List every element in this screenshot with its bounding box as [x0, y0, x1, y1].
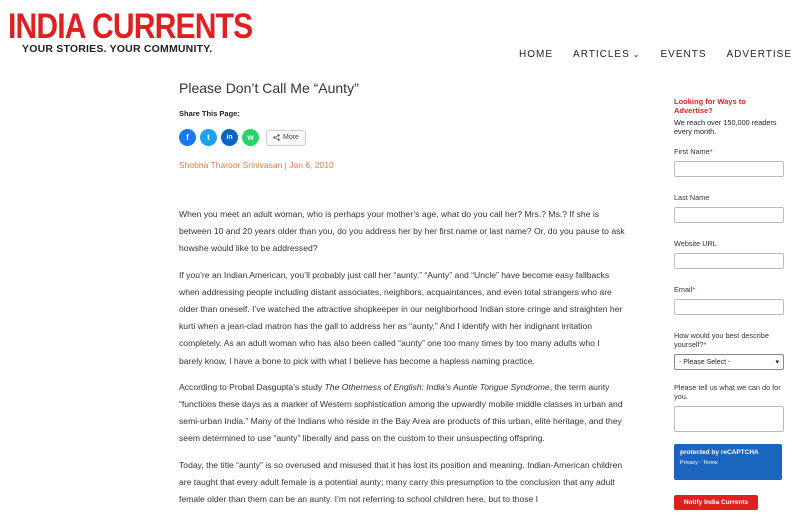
select-value: - Please Select -: [679, 358, 731, 366]
whatsapp-icon: w: [247, 133, 254, 142]
nav-articles-label: ARTICLES: [573, 49, 630, 60]
more-label: More: [283, 134, 299, 141]
linkedin-share-button[interactable]: [221, 129, 238, 146]
paragraph: [179, 379, 625, 448]
email-label: [674, 285, 786, 294]
site-logo[interactable]: [8, 7, 292, 55]
email-label-text: Email: [674, 285, 693, 294]
book-title: The Otherness of English: India’s Auntie Tongue Syndrome: [324, 381, 550, 392]
article-body: [179, 206, 625, 508]
more-share-button[interactable]: [266, 130, 306, 146]
article-title: Please Don’t Call Me “Aunty”: [179, 80, 359, 96]
facebook-share-button[interactable]: [179, 129, 196, 146]
message-textarea[interactable]: [674, 406, 784, 432]
tell-us-label: Please tell us what we can do for you.: [674, 383, 781, 401]
paragraph-text: , the term aunty “functions these days as a marker of Western sophistication among the upwardly mobile middle classes in urban and semi-urban India.” Many of the Indians who reside in the Bay Area are products of this urban, elite heritage, and they seem determined to use “aunty” liberally and pass on the custom to their unsuspecting offspring.: [179, 381, 623, 444]
share-icon: [273, 134, 280, 141]
recaptcha-links[interactable]: Privacy - Terms: [680, 460, 718, 466]
website-field[interactable]: [674, 253, 784, 269]
main-nav: [519, 49, 792, 60]
paragraph: Today, the title “aunty” is so overused and misused that it has lost its position and meaning. Indian-American children are taught that every adult female is a potential aunty; many carry this presumption to the conclusion that any adult female older than them can be an aunty. I’m not referring to school children here, but to those I: [179, 459, 623, 505]
describe-select[interactable]: [674, 354, 784, 370]
nav-articles[interactable]: [573, 49, 640, 60]
facebook-icon: f: [186, 133, 189, 142]
email-field[interactable]: [674, 299, 784, 315]
logo-wordmark: INDIA CURRENTS: [8, 7, 253, 46]
twitter-share-button[interactable]: [200, 129, 217, 146]
recaptcha-badge[interactable]: [674, 444, 782, 480]
nav-events[interactable]: EVENTS: [660, 49, 707, 60]
required-marker: *: [709, 147, 713, 156]
share-buttons: [179, 129, 625, 146]
article-byline[interactable]: Shobha Tharoor Srinivasan | Jan 6, 2010: [179, 160, 334, 170]
paragraph: When you meet an adult woman, who is perhaps your mother’s age, what do you call her? Mrs.? Ms.? If she is between 10 and 20 years older than you, do you address her by her first name or last name? Or, do you pause to ask howshe would like to be addressed?: [179, 209, 625, 254]
chevron-down-icon: ⌄: [632, 50, 641, 59]
describe-label-text: How would you best describe yourself?: [674, 331, 769, 349]
last-name-field[interactable]: [674, 207, 784, 223]
advertise-sidebar: [674, 97, 786, 510]
paragraph-text: According to Probal Dasgupta’s study: [179, 381, 325, 392]
nav-home[interactable]: HOME: [519, 49, 554, 60]
notify-button[interactable]: Notify India Currents: [674, 495, 758, 510]
share-label: Share This Page:: [179, 109, 240, 118]
first-name-field[interactable]: [674, 161, 784, 177]
required-marker: *: [692, 285, 696, 294]
nav-advertise[interactable]: ADVERTISE: [726, 49, 792, 60]
first-name-label-text: First Name: [674, 147, 710, 156]
recaptcha-text: protected by reCAPTCHA: [680, 449, 759, 456]
whatsapp-share-button[interactable]: [242, 129, 259, 146]
chevron-down-icon: ▾: [775, 359, 779, 366]
required-marker: *: [703, 340, 707, 349]
twitter-icon: t: [207, 133, 210, 142]
last-name-label: Last Name: [674, 193, 710, 202]
linkedin-icon: in: [226, 134, 233, 141]
website-label: Website URL: [674, 239, 717, 248]
paragraph: If you’re an Indian American, you’ll probably just call her “aunty.” “Aunty” and “Uncle” have become easy fallbacks when addressing people including distant associates, neighbors, acquaintances, and even total strangers who are older than oneself. I’ve watched the attractive shopkeeper in our neighborhood Indian store cringe and straighten her kurti when a jean-clad matron has the gall to address her as “aunty.” And I identify with her indignant irritation completely. As an adult woman who has also been called “aunty” one too many times by too many adults who I barely know, I have a bone to pick with what I believe has become a hapless naming practice.: [179, 269, 623, 366]
first-name-label: [674, 147, 786, 156]
describe-label: [674, 331, 786, 349]
sidebar-heading: Looking for Ways to Advertise?: [674, 97, 746, 115]
article: [179, 80, 625, 517]
sidebar-subheading: We reach over 150,000 readers every month.: [674, 118, 777, 136]
logo-tagline: YOUR STORIES. YOUR COMMUNITY.: [22, 43, 213, 55]
